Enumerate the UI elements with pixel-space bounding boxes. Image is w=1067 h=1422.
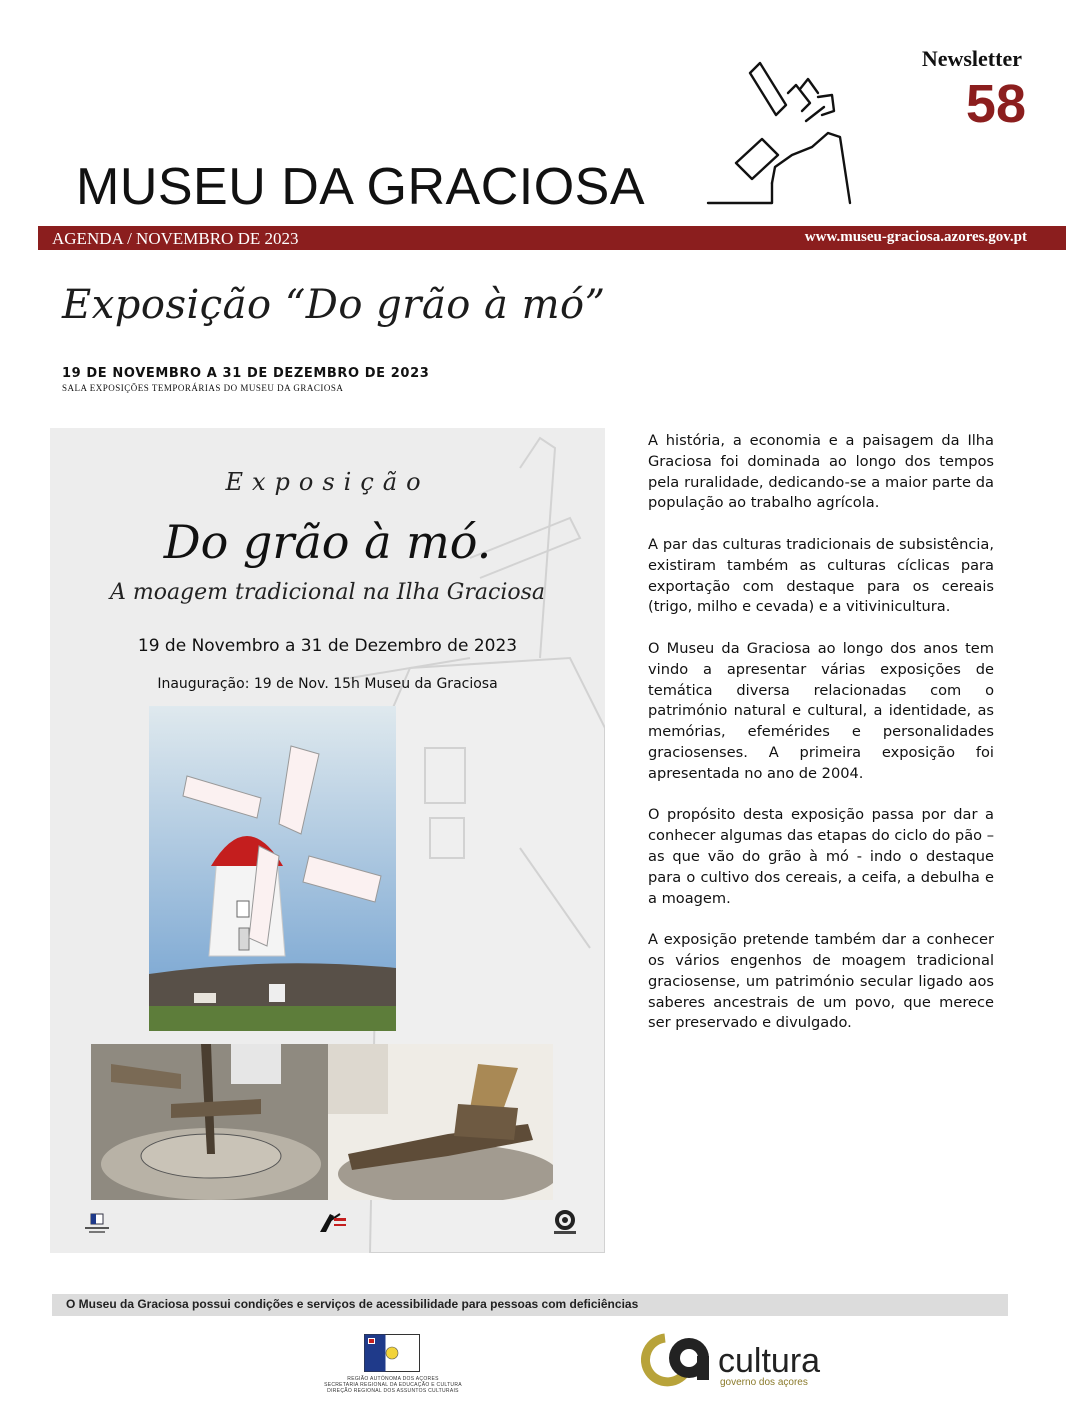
website-link[interactable]: www.museu-graciosa.azores.gov.pt — [804, 229, 1027, 245]
windmill-logo-icon — [700, 55, 870, 215]
exhibition-script-title: Exposição “Do grão à mó” — [62, 282, 606, 328]
poster-dates: 19 de Novembro a 31 de Dezembro de 2023 — [137, 636, 518, 656]
poster-title: Do grão à mó. — [163, 515, 492, 569]
description-paragraph: O propósito desta exposição passa por dar a conhecer algumas das etapas do ciclo do pão – as que vão do grão à mó - indo o destaque para o cultivo dos cereais, a ceifa, a debulha e a moagem. — [648, 806, 994, 907]
description-paragraph: A par das culturas tradicionais de subsistência, existiram também as culturas cíclicas para exportação com destaque para os cereais (trigo, milho e cevada) e a vitivinicultura. — [648, 535, 994, 616]
cultura-wordmark: cultura — [718, 1342, 821, 1380]
cultura-small-logo — [550, 1208, 580, 1238]
description-paragraph: A exposição pretende também dar a conhecer os vários engenhos de moagem tradicional graciosense, um património secular ligado aos saberes ancestrais de um povo, que merece ser preservado e divulgado. — [648, 931, 994, 1032]
museum-title: MUSEU DA GRACIOSA — [76, 158, 646, 216]
accessibility-note: O Museu da Graciosa possui condições e serviços de acessibilidade para pessoas com deficiências — [66, 1297, 639, 1311]
caption-line: DIREÇÃO REGIONAL DOS ASSUNTOS CULTURAIS — [327, 1388, 459, 1394]
azores-region-small-logo — [83, 1212, 111, 1236]
caption-line: REGIÃO AUTÓNOMA DOS AÇORES — [347, 1376, 439, 1382]
description-paragraph: O Museu da Graciosa ao longo dos anos tem vindo a apresentar várias exposições de temática diversa relacionadas com o património natural e cultural, a identidade, as memórias, efemérides e personalidades graciosenses. A primeira exposição foi apresentada no ano de 2004. — [648, 639, 994, 782]
exhibition-dates: 19 DE NOVEMBRO A 31 DE DEZEMBRO DE 2023 — [62, 366, 430, 381]
exhibition-venue: SALA EXPOSIÇÕES TEMPORÁRIAS DO MUSEU DA GRACIOSA — [62, 383, 344, 393]
cultura-tagline: governo dos açores — [720, 1377, 808, 1388]
newsletter-number: 58 — [965, 74, 1026, 134]
newsletter-label: Newsletter — [921, 46, 1022, 71]
poster-subtitle: A moagem tradicional na Ilha Graciosa — [109, 580, 546, 605]
windmill-photo — [149, 706, 396, 1031]
poster-inauguration: Inauguração: 19 de Nov. 15h Museu da Graciosa — [157, 676, 498, 692]
azores-flag-icon — [364, 1334, 420, 1372]
agenda-label: AGENDA / NOVEMBRO DE 2023 — [52, 229, 299, 248]
azores-government-caption — [318, 1376, 468, 1394]
exhibition-poster — [50, 428, 605, 1253]
poster-kicker: Exposição — [225, 468, 430, 496]
millstone-photo-left — [91, 1044, 330, 1200]
caption-line: SECRETARIA REGIONAL DA EDUCAÇÃO E CULTURA — [324, 1382, 462, 1388]
exhibition-description — [648, 431, 994, 1055]
millstone-photo-right — [328, 1044, 553, 1200]
description-paragraph: A história, a economia e a paisagem da Ilha Graciosa foi dominada ao longo dos tempos pela ruralidade, dedicando-se a maior parte da população ao trabalho agrícola. — [648, 432, 994, 512]
museum-small-logo — [316, 1210, 348, 1236]
